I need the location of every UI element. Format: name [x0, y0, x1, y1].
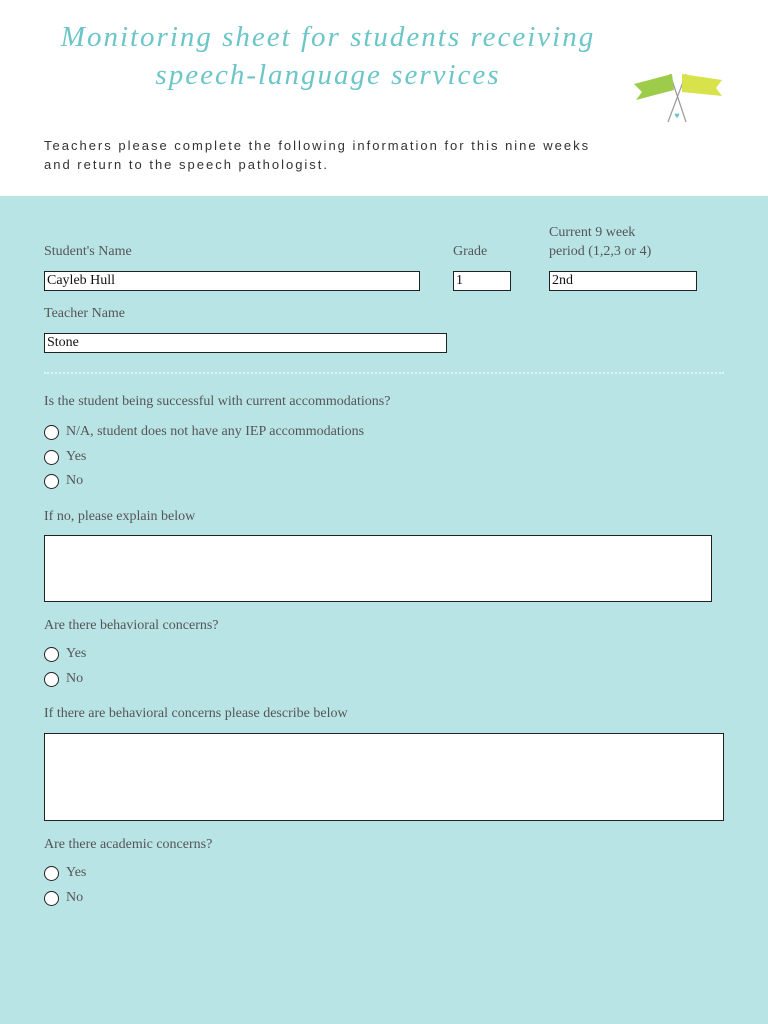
- title-line-1: Monitoring sheet for students receiving: [60, 21, 596, 53]
- radio-button[interactable]: [44, 474, 59, 489]
- period-label-line-1: Current 9 week: [549, 225, 636, 240]
- behavior-option-no[interactable]: [44, 669, 83, 689]
- page-title: [0, 18, 656, 94]
- radio-button[interactable]: [44, 891, 59, 906]
- section-divider: [44, 372, 724, 374]
- option-label: Yes: [66, 646, 87, 661]
- student-name-field[interactable]: Cayleb Hull: [44, 271, 420, 291]
- academic-question: Are there academic concerns?: [44, 837, 213, 852]
- period-field[interactable]: 2nd: [549, 271, 697, 291]
- period-label-line-2: period (1,2,3 or 4): [549, 244, 652, 259]
- grade-field[interactable]: 1: [453, 271, 511, 291]
- option-label: No: [66, 890, 84, 905]
- radio-button[interactable]: [44, 866, 59, 881]
- behavior-question: Are there behavioral concerns?: [44, 618, 219, 633]
- grade-label: Grade: [453, 244, 488, 259]
- accommodations-question: Is the student being successful with current accommodations?: [44, 394, 391, 409]
- radio-button[interactable]: [44, 425, 59, 440]
- behavior-option-yes[interactable]: [44, 644, 86, 664]
- instructions: [44, 136, 664, 174]
- radio-button[interactable]: [44, 450, 59, 465]
- behavior-textarea[interactable]: [44, 733, 724, 821]
- accommodations-option-yes[interactable]: [44, 447, 86, 467]
- option-label: Yes: [66, 865, 87, 880]
- radio-button[interactable]: [44, 672, 59, 687]
- teacher-name-label: Teacher Name: [44, 306, 126, 321]
- option-label: No: [66, 671, 84, 686]
- teacher-name-field[interactable]: Stone: [44, 333, 447, 353]
- behavior-describe-label: If there are behavioral concerns please describe below: [44, 706, 348, 721]
- radio-button[interactable]: [44, 647, 59, 662]
- accommodations-option-no[interactable]: [44, 471, 83, 491]
- title-line-2: speech-language services: [155, 59, 501, 91]
- instructions-line-1: Teachers please complete the following information for this nine weeks: [44, 138, 591, 153]
- crossed-flags-icon: [628, 68, 726, 128]
- explain-textarea[interactable]: [44, 535, 712, 602]
- instructions-line-2: and return to the speech pathologist.: [44, 157, 330, 172]
- accommodations-option-na[interactable]: [44, 422, 364, 442]
- academic-option-no[interactable]: [44, 888, 83, 908]
- option-label: No: [66, 473, 84, 488]
- explain-label: If no, please explain below: [44, 509, 196, 524]
- student-name-label: Student's Name: [44, 244, 132, 259]
- academic-option-yes[interactable]: [44, 863, 86, 883]
- option-label: N/A, student does not have any IEP accommodations: [66, 424, 365, 439]
- form-panel: [0, 196, 768, 1024]
- option-label: Yes: [66, 449, 87, 464]
